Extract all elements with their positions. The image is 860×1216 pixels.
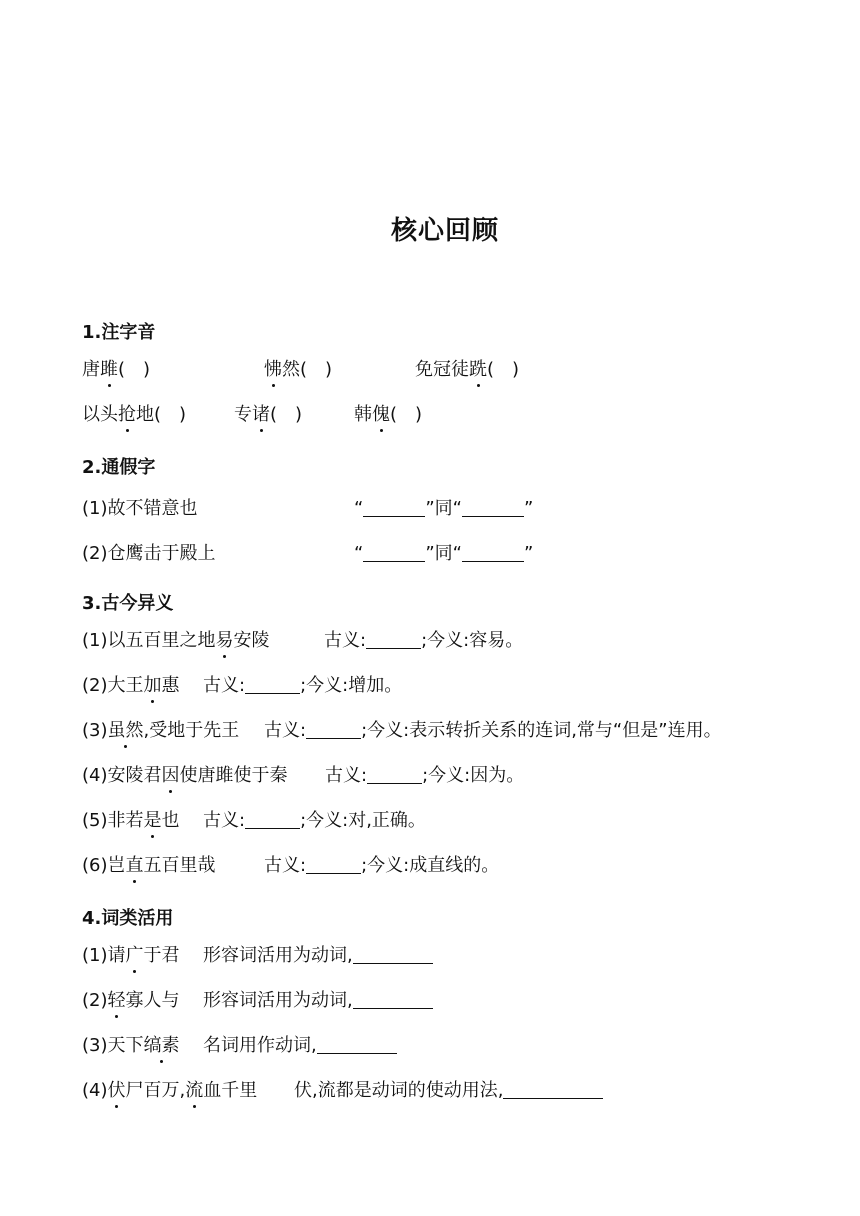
pronunciation-item: 免冠徒跣( ) — [415, 357, 519, 383]
pronunciation-item: 怫然( ) — [264, 357, 332, 383]
answer-blank[interactable] — [245, 675, 300, 694]
answer-blank[interactable] — [503, 1080, 603, 1099]
pronunciation-item: 专诸( ) — [234, 402, 302, 428]
answer-blank[interactable] — [462, 543, 524, 562]
pronunciation-item: 韩傀( ) — [354, 402, 422, 428]
answer-blank[interactable] — [367, 765, 422, 784]
answer-pair: “ ”同“ ” — [354, 498, 534, 519]
answer-blank[interactable] — [245, 810, 300, 829]
section-heading-word-class: 4.词类活用 — [82, 908, 174, 929]
document-page: 核心回顾 1.注字音 唐雎( ) 怫然( ) 免冠徒跣( ) 以头抢地( ) 专诸( ) 韩傀( ) 2.通假字 (1)故不错意也 “ ”同“ ” (2)仓鹰击于殿上 “ ”同“ ” 3.古今异义 (1)以五百里之地易安陵 古义: ;今义:容易。 (2)大王加惠 古义: ;今义:增加。 (3)虽然,受地于先王 古义: ;今义:表示转折关系的连词,常与“但是”连用。 (4)安陵君因使唐雎使于秦 古义: ;今义:因为。 (5)非若是也 古义: ;今义:对,正确。 (6)岂直五百里哉 古义: ;今义:成直线的。 4.词类活用 (1)请广于君 形容词活用为动词, (2)轻寡人与 形容词活用为动词, (3)天下缟素 名词用作动词, (4)伏尸百万,流血千里 伏,流都是动词的使动用法, — [0, 0, 860, 1216]
answer-blank[interactable] — [353, 990, 433, 1009]
page-title: 核心回顾 — [390, 216, 499, 246]
answer-blank[interactable] — [353, 945, 433, 964]
answer-blank[interactable] — [363, 498, 425, 517]
answer-blank[interactable] — [317, 1035, 397, 1054]
pronunciation-item: 唐雎( ) — [82, 357, 150, 383]
item-text: (2)仓鹰击于殿上 — [82, 543, 216, 564]
answer-blank[interactable] — [306, 720, 361, 739]
answer-blank[interactable] — [462, 498, 524, 517]
item-text: (1)故不错意也 — [82, 498, 198, 519]
section-heading-interchangeable: 2.通假字 — [82, 457, 156, 478]
section-heading-pronunciation: 1.注字音 — [82, 322, 156, 343]
answer-blank[interactable] — [306, 855, 361, 874]
answer-blank[interactable] — [363, 543, 425, 562]
answer-blank[interactable] — [366, 630, 421, 649]
answer-pair: “ ”同“ ” — [354, 543, 534, 564]
section-heading-ancient-modern: 3.古今异义 — [82, 593, 174, 614]
pronunciation-item: 以头抢地( ) — [82, 402, 186, 428]
